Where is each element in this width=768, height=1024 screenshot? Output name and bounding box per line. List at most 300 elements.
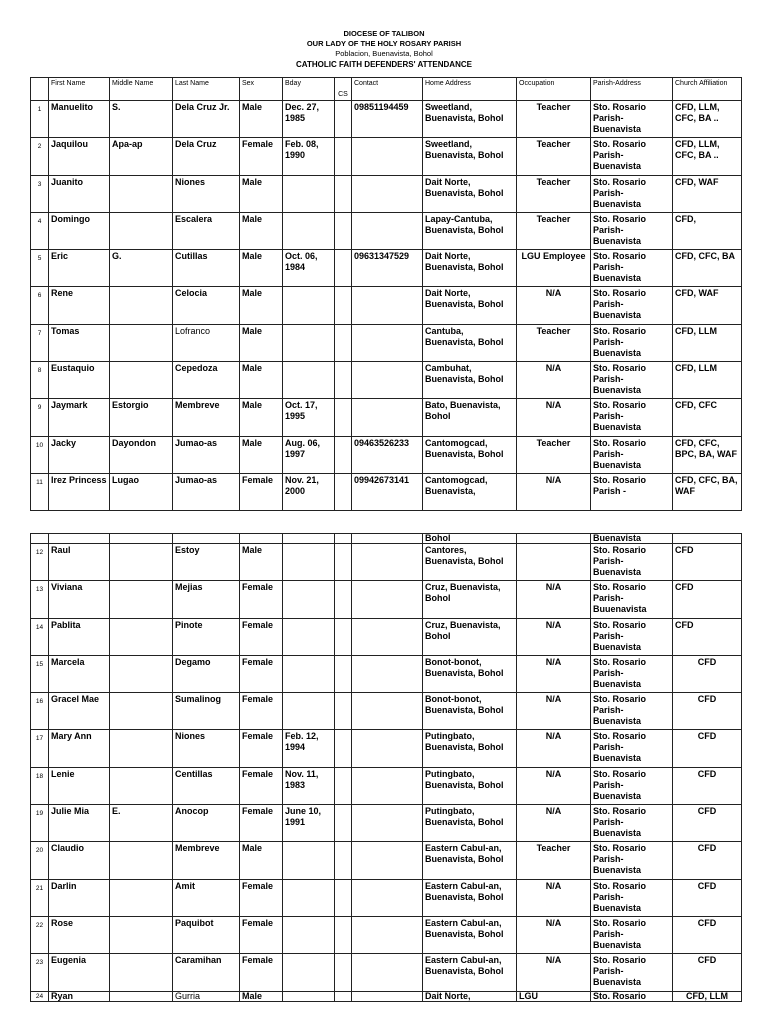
- table-row: [31, 399, 742, 436]
- occupation-cell: LGU Employee: [517, 250, 591, 287]
- bday-cell: [283, 324, 335, 361]
- row-number: 5: [31, 250, 49, 287]
- last-name-cell: Centillas: [173, 767, 240, 804]
- last-name-cell: Estoy: [173, 544, 240, 581]
- church-affiliation-cell: CFD: [673, 544, 742, 581]
- address-cell: Dait Norte, Buenavista, Bohol: [423, 287, 517, 324]
- row-number: 11: [31, 473, 49, 510]
- cs-cell: [335, 287, 352, 324]
- first-name-cell: Eustaquio: [49, 362, 110, 399]
- first-name-cell: Irez Princess: [49, 473, 110, 510]
- contact-cell: [352, 767, 423, 804]
- middle-name-cell: [110, 212, 173, 249]
- parish-address-cell: Sto. Rosario Parish-Buenavista: [591, 767, 673, 804]
- bday-cell: June 10, 1991: [283, 805, 335, 842]
- occupation-cell: N/A: [517, 805, 591, 842]
- middle-name-cell: G.: [110, 250, 173, 287]
- occupation-cell: Teacher: [517, 436, 591, 473]
- parish-address-cell: Sto. Rosario Parish-Buenavista: [591, 916, 673, 953]
- cs-cell: [335, 138, 352, 175]
- sex-cell: Male: [240, 324, 283, 361]
- row-number: 17: [31, 730, 49, 767]
- row-number: 6: [31, 287, 49, 324]
- first-name-cell: Domingo: [49, 212, 110, 249]
- diocese-name: DIOCESE OF TALIBON: [343, 29, 425, 38]
- bday-cell: [283, 362, 335, 399]
- cs-cell: [335, 399, 352, 436]
- bday-cell: [283, 618, 335, 655]
- table-row: [31, 618, 742, 655]
- contact-cell: [352, 730, 423, 767]
- header-parish-address: Parish-Address: [591, 78, 673, 101]
- church-affiliation-cell: CFD: [673, 954, 742, 991]
- address-cell: Cantomogcad, Buenavista,: [423, 473, 517, 510]
- sex-cell: Female: [240, 473, 283, 510]
- bday-cell: Oct. 06, 1984: [283, 250, 335, 287]
- bday-cell: Oct. 17, 1995: [283, 399, 335, 436]
- address-cell: Eastern Cabul-an, Buenavista, Bohol: [423, 916, 517, 953]
- header-church-affiliation: Church Affiliation: [673, 78, 742, 101]
- table-row: [31, 991, 742, 1001]
- parish-location: Poblacion, Buenavista, Bohol: [335, 49, 433, 58]
- table-row: [31, 805, 742, 842]
- sex-cell: Male: [240, 362, 283, 399]
- first-name-cell: Tomas: [49, 324, 110, 361]
- table-row: [31, 362, 742, 399]
- continuation-parish: Buenavista: [591, 534, 673, 544]
- table-row: [31, 767, 742, 804]
- occupation-cell: Teacher: [517, 138, 591, 175]
- header-contact: Contact: [352, 78, 423, 101]
- parish-address-cell: Sto. Rosario Parish-Buenavista: [591, 954, 673, 991]
- address-cell: Putingbato, Buenavista, Bohol: [423, 730, 517, 767]
- attendance-table-page1: [30, 77, 742, 511]
- last-name-cell: Amit: [173, 879, 240, 916]
- bday-cell: [283, 916, 335, 953]
- cs-cell: [335, 879, 352, 916]
- last-name-cell: Celocia: [173, 287, 240, 324]
- row-number: 20: [31, 842, 49, 879]
- table-row: [31, 842, 742, 879]
- header-last-name: Last Name: [173, 78, 240, 101]
- church-affiliation-cell: CFD, WAF: [673, 287, 742, 324]
- sex-cell: Male: [240, 287, 283, 324]
- sex-cell: Female: [240, 767, 283, 804]
- table-row: [31, 730, 742, 767]
- middle-name-cell: S.: [110, 101, 173, 138]
- bday-cell: [283, 175, 335, 212]
- table-header-row: [31, 78, 742, 101]
- continuation-row: [31, 534, 742, 544]
- row-number: 18: [31, 767, 49, 804]
- church-affiliation-cell: CFD, WAF: [673, 175, 742, 212]
- first-name-cell: Julie Mia: [49, 805, 110, 842]
- sex-cell: Female: [240, 655, 283, 692]
- last-name-cell: Paquibot: [173, 916, 240, 953]
- middle-name-cell: [110, 842, 173, 879]
- table-row: [31, 473, 742, 510]
- last-name-cell: Mejias: [173, 581, 240, 618]
- sex-cell: Female: [240, 805, 283, 842]
- bday-cell: [283, 693, 335, 730]
- row-number: 9: [31, 399, 49, 436]
- first-name-cell: Mary Ann: [49, 730, 110, 767]
- last-name-cell: Pinote: [173, 618, 240, 655]
- occupation-cell: LGU: [517, 991, 591, 1001]
- contact-cell: 09942673141: [352, 473, 423, 510]
- occupation-cell: N/A: [517, 655, 591, 692]
- bday-cell: Feb. 12, 1994: [283, 730, 335, 767]
- occupation-cell: N/A: [517, 618, 591, 655]
- occupation-cell: N/A: [517, 362, 591, 399]
- church-affiliation-cell: CFD, LLM: [673, 324, 742, 361]
- row-number: 7: [31, 324, 49, 361]
- bday-cell: Aug. 06, 1997: [283, 436, 335, 473]
- occupation-cell: N/A: [517, 954, 591, 991]
- table-row: [31, 138, 742, 175]
- first-name-cell: Viviana: [49, 581, 110, 618]
- middle-name-cell: [110, 175, 173, 212]
- last-name-cell: Jumao-as: [173, 436, 240, 473]
- first-name-cell: Jaymark: [49, 399, 110, 436]
- last-name-cell: Niones: [173, 730, 240, 767]
- first-name-cell: Rose: [49, 916, 110, 953]
- church-affiliation-cell: CFD, LLM: [673, 991, 742, 1001]
- parish-address-cell: Sto. Rosario Parish-Buenavista: [591, 250, 673, 287]
- cs-cell: [335, 362, 352, 399]
- contact-cell: [352, 916, 423, 953]
- first-name-cell: Marcela: [49, 655, 110, 692]
- church-affiliation-cell: CFD, LLM: [673, 362, 742, 399]
- last-name-cell: Degamo: [173, 655, 240, 692]
- church-affiliation-cell: CFD: [673, 655, 742, 692]
- parish-address-cell: Sto. Rosario Parish-Buenavista: [591, 805, 673, 842]
- table-row: [31, 436, 742, 473]
- bday-cell: Feb. 08, 1990: [283, 138, 335, 175]
- bday-cell: [283, 991, 335, 1001]
- cs-cell: [335, 991, 352, 1001]
- middle-name-cell: Apa-ap: [110, 138, 173, 175]
- bday-cell: [283, 655, 335, 692]
- cs-cell: [335, 618, 352, 655]
- contact-cell: [352, 991, 423, 1001]
- parish-address-cell: Sto. Rosario Parish-Buenavista: [591, 138, 673, 175]
- address-cell: Lapay-Cantuba, Buenavista, Bohol: [423, 212, 517, 249]
- cs-cell: [335, 250, 352, 287]
- occupation-cell: N/A: [517, 916, 591, 953]
- header-sex: Sex: [240, 78, 283, 101]
- row-number: 14: [31, 618, 49, 655]
- last-name-cell: Niones: [173, 175, 240, 212]
- last-name-cell: Cepedoza: [173, 362, 240, 399]
- last-name-cell: Cutillas: [173, 250, 240, 287]
- sex-cell: Male: [240, 436, 283, 473]
- contact-cell: [352, 655, 423, 692]
- church-affiliation-cell: CFD: [673, 693, 742, 730]
- parish-address-cell: Sto. Rosario Parish-Buenavista: [591, 879, 673, 916]
- contact-cell: [352, 954, 423, 991]
- address-cell: Dait Norte, Buenavista, Bohol: [423, 175, 517, 212]
- occupation-cell: N/A: [517, 879, 591, 916]
- middle-name-cell: [110, 693, 173, 730]
- first-name-cell: Lenie: [49, 767, 110, 804]
- document-title: CATHOLIC FAITH DEFENDERS' ATTENDANCE: [296, 60, 472, 69]
- address-cell: Putingbato, Buenavista, Bohol: [423, 805, 517, 842]
- cs-cell: [335, 324, 352, 361]
- contact-cell: [352, 212, 423, 249]
- middle-name-cell: E.: [110, 805, 173, 842]
- cs-cell: [335, 730, 352, 767]
- first-name-cell: Rene: [49, 287, 110, 324]
- first-name-cell: Claudio: [49, 842, 110, 879]
- row-number: 13: [31, 581, 49, 618]
- occupation-cell: [517, 544, 591, 581]
- address-cell: Dait Norte,: [423, 991, 517, 1001]
- address-cell: Bonot-bonot, Buenavista, Bohol: [423, 693, 517, 730]
- occupation-cell: N/A: [517, 287, 591, 324]
- header-num: [31, 78, 49, 101]
- last-name-cell: Anocop: [173, 805, 240, 842]
- sex-cell: Male: [240, 544, 283, 581]
- contact-cell: [352, 362, 423, 399]
- cs-cell: [335, 954, 352, 991]
- last-name-cell: Dela Cruz Jr.: [173, 101, 240, 138]
- contact-cell: [352, 618, 423, 655]
- middle-name-cell: [110, 581, 173, 618]
- parish-address-cell: Sto. Rosario Parish-Buenavista: [591, 730, 673, 767]
- church-affiliation-cell: CFD,: [673, 212, 742, 249]
- attendance-table-page2: [30, 533, 742, 1002]
- parish-address-cell: Sto. Rosario Parish-Buenavista: [591, 175, 673, 212]
- first-name-cell: Jaquilou: [49, 138, 110, 175]
- occupation-cell: N/A: [517, 767, 591, 804]
- middle-name-cell: [110, 324, 173, 361]
- church-affiliation-cell: CFD, CFC, BA: [673, 250, 742, 287]
- middle-name-cell: [110, 879, 173, 916]
- last-name-cell: Jumao-as: [173, 473, 240, 510]
- middle-name-cell: [110, 655, 173, 692]
- parish-address-cell: Sto. Rosario Parish-Buenavista: [591, 842, 673, 879]
- table-row: [31, 212, 742, 249]
- church-affiliation-cell: CFD, CFC: [673, 399, 742, 436]
- contact-cell: [352, 693, 423, 730]
- row-number: 1: [31, 101, 49, 138]
- cs-cell: [335, 805, 352, 842]
- contact-cell: 09631347529: [352, 250, 423, 287]
- sex-cell: Male: [240, 175, 283, 212]
- address-cell: Dait Norte, Buenavista, Bohol: [423, 250, 517, 287]
- last-name-cell: Gurria: [173, 991, 240, 1001]
- address-cell: Cambuhat, Buenavista, Bohol: [423, 362, 517, 399]
- header-first-name: First Name: [49, 78, 110, 101]
- sex-cell: Male: [240, 212, 283, 249]
- contact-cell: [352, 399, 423, 436]
- address-cell: Cruz, Buenavista, Bohol: [423, 581, 517, 618]
- table-row: [31, 655, 742, 692]
- table-row: [31, 954, 742, 991]
- parish-name: OUR LADY OF THE HOLY ROSARY PARISH: [306, 39, 462, 48]
- row-number: 2: [31, 138, 49, 175]
- first-name-cell: Juanito: [49, 175, 110, 212]
- first-name-cell: Raul: [49, 544, 110, 581]
- contact-cell: 09851194459: [352, 101, 423, 138]
- last-name-cell: Membreve: [173, 399, 240, 436]
- table-row: [31, 581, 742, 618]
- middle-name-cell: [110, 954, 173, 991]
- church-affiliation-cell: CFD, CFC, BPC, BA, WAF: [673, 436, 742, 473]
- last-name-cell: Lofranco: [173, 324, 240, 361]
- address-cell: Bato, Buenavista, Bohol: [423, 399, 517, 436]
- row-number: 23: [31, 954, 49, 991]
- row-number: 4: [31, 212, 49, 249]
- cs-cell: [335, 101, 352, 138]
- sex-cell: Female: [240, 581, 283, 618]
- table-row: [31, 879, 742, 916]
- first-name-cell: Gracel Mae: [49, 693, 110, 730]
- table-row: [31, 544, 742, 581]
- row-number: 8: [31, 362, 49, 399]
- address-cell: Putingbato, Buenavista, Bohol: [423, 767, 517, 804]
- table-row: [31, 175, 742, 212]
- occupation-cell: N/A: [517, 581, 591, 618]
- address-cell: Eastern Cabul-an, Buenavista, Bohol: [423, 879, 517, 916]
- contact-cell: [352, 175, 423, 212]
- first-name-cell: Darlin: [49, 879, 110, 916]
- occupation-cell: Teacher: [517, 324, 591, 361]
- bday-cell: [283, 954, 335, 991]
- middle-name-cell: [110, 767, 173, 804]
- document-heading: [0, 29, 768, 70]
- bday-cell: [283, 842, 335, 879]
- address-cell: Cruz, Buenavista, Bohol: [423, 618, 517, 655]
- table-row: [31, 287, 742, 324]
- address-cell: Bonot-bonot, Buenavista, Bohol: [423, 655, 517, 692]
- sex-cell: Male: [240, 842, 283, 879]
- parish-address-cell: Sto. Rosario Parish-Buenavista: [591, 287, 673, 324]
- parish-address-cell: Sto. Rosario Parish-Buenavista: [591, 212, 673, 249]
- cs-cell: [335, 842, 352, 879]
- contact-cell: [352, 879, 423, 916]
- header-middle-name: Middle Name: [110, 78, 173, 101]
- occupation-cell: N/A: [517, 473, 591, 510]
- contact-cell: [352, 805, 423, 842]
- occupation-cell: Teacher: [517, 175, 591, 212]
- bday-cell: [283, 287, 335, 324]
- bday-cell: [283, 544, 335, 581]
- sex-cell: Female: [240, 730, 283, 767]
- first-name-cell: Eugenia: [49, 954, 110, 991]
- sex-cell: Female: [240, 879, 283, 916]
- table-row: [31, 250, 742, 287]
- table-row: [31, 916, 742, 953]
- last-name-cell: Membreve: [173, 842, 240, 879]
- cs-cell: [335, 916, 352, 953]
- occupation-cell: N/A: [517, 730, 591, 767]
- contact-cell: [352, 287, 423, 324]
- bday-cell: [283, 581, 335, 618]
- middle-name-cell: [110, 730, 173, 767]
- first-name-cell: Jacky: [49, 436, 110, 473]
- middle-name-cell: Dayondon: [110, 436, 173, 473]
- sex-cell: Female: [240, 916, 283, 953]
- middle-name-cell: Estorgio: [110, 399, 173, 436]
- church-affiliation-cell: CFD: [673, 879, 742, 916]
- cs-cell: [335, 693, 352, 730]
- cs-cell: [335, 655, 352, 692]
- sex-cell: Male: [240, 101, 283, 138]
- cs-cell: [335, 175, 352, 212]
- cs-cell: [335, 581, 352, 618]
- church-affiliation-cell: CFD: [673, 805, 742, 842]
- cs-cell: [335, 544, 352, 581]
- middle-name-cell: [110, 916, 173, 953]
- first-name-cell: Pablita: [49, 618, 110, 655]
- row-number: 22: [31, 916, 49, 953]
- parish-address-cell: Sto. Rosario Parish-Buenavista: [591, 655, 673, 692]
- middle-name-cell: [110, 991, 173, 1001]
- occupation-cell: Teacher: [517, 842, 591, 879]
- last-name-cell: Dela Cruz: [173, 138, 240, 175]
- occupation-cell: N/A: [517, 693, 591, 730]
- middle-name-cell: [110, 618, 173, 655]
- table-row: [31, 101, 742, 138]
- parish-address-cell: Sto. Rosario Parish-Buenavista: [591, 324, 673, 361]
- parish-address-cell: Sto. Rosario Parish-Buenavista: [591, 693, 673, 730]
- sex-cell: Male: [240, 991, 283, 1001]
- cs-cell: [335, 212, 352, 249]
- occupation-cell: N/A: [517, 399, 591, 436]
- occupation-cell: Teacher: [517, 101, 591, 138]
- row-number: 15: [31, 655, 49, 692]
- church-affiliation-cell: CFD, LLM, CFC, BA ..: [673, 138, 742, 175]
- contact-cell: [352, 324, 423, 361]
- last-name-cell: Sumalinog: [173, 693, 240, 730]
- last-name-cell: Escalera: [173, 212, 240, 249]
- row-number: 21: [31, 879, 49, 916]
- contact-cell: 09463526233: [352, 436, 423, 473]
- church-affiliation-cell: CFD, LLM, CFC, BA ..: [673, 101, 742, 138]
- header-bday: Bday: [283, 78, 335, 101]
- middle-name-cell: Lugao: [110, 473, 173, 510]
- church-affiliation-cell: CFD: [673, 730, 742, 767]
- sex-cell: Male: [240, 250, 283, 287]
- first-name-cell: Manuelito: [49, 101, 110, 138]
- church-affiliation-cell: CFD, CFC, BA, WAF: [673, 473, 742, 510]
- address-cell: Sweetland, Buenavista, Bohol: [423, 138, 517, 175]
- contact-cell: [352, 138, 423, 175]
- parish-address-cell: Sto. Rosario Parish-Buenavista: [591, 399, 673, 436]
- row-number: 16: [31, 693, 49, 730]
- address-cell: Cantuba, Buenavista, Bohol: [423, 324, 517, 361]
- sex-cell: Female: [240, 954, 283, 991]
- row-number: 24: [31, 991, 49, 1001]
- address-cell: Sweetland, Buenavista, Bohol: [423, 101, 517, 138]
- continuation-address: Bohol: [423, 534, 517, 544]
- parish-address-cell: Sto. Rosario Parish-Buenavista: [591, 544, 673, 581]
- church-affiliation-cell: CFD: [673, 767, 742, 804]
- parish-address-cell: Sto. Rosario Parish-Buuenavista: [591, 581, 673, 618]
- address-cell: Eastern Cabul-an, Buenavista, Bohol: [423, 842, 517, 879]
- middle-name-cell: [110, 362, 173, 399]
- row-number: 19: [31, 805, 49, 842]
- sex-cell: Female: [240, 693, 283, 730]
- row-number: 3: [31, 175, 49, 212]
- parish-address-cell: Sto. Rosario Parish-Buenavista: [591, 362, 673, 399]
- parish-address-cell: Sto. Rosario Parish-Buenavista: [591, 618, 673, 655]
- table-row: [31, 693, 742, 730]
- contact-cell: [352, 544, 423, 581]
- header-home-address: Home Address: [423, 78, 517, 101]
